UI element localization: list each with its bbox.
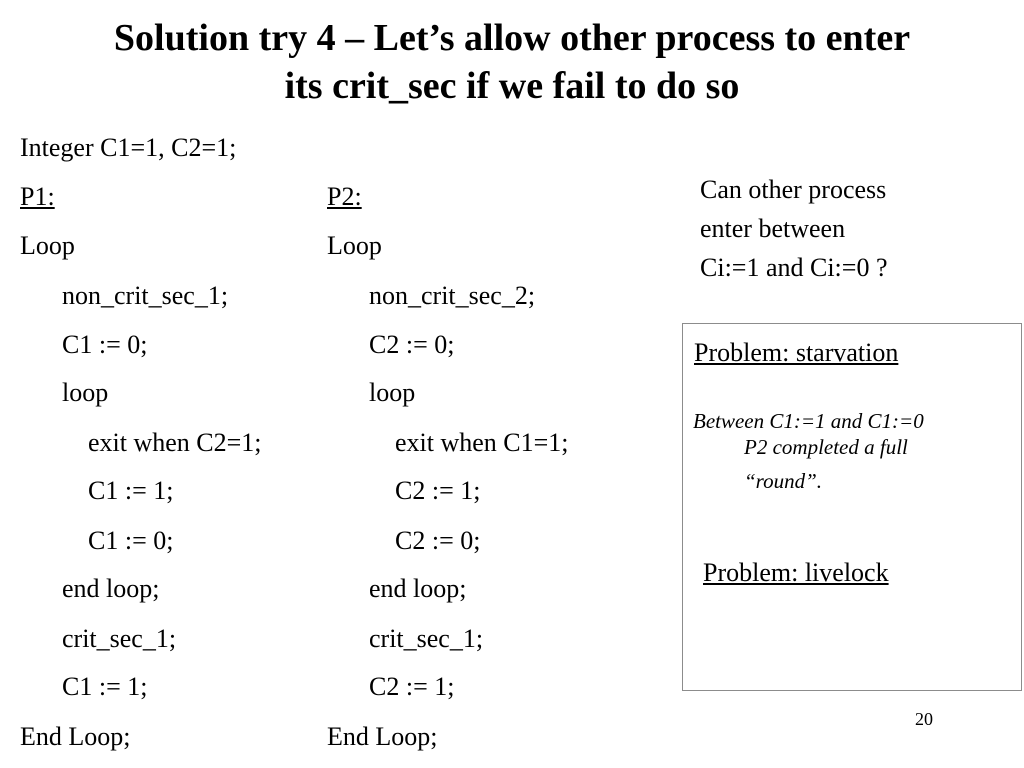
p1-code-line: C1 := 1;: [88, 476, 174, 505]
question-text: [700, 170, 887, 287]
question-line: enter between: [700, 214, 846, 243]
p2-code-line: Loop: [327, 231, 382, 260]
slide-title-line-2: its crit_sec if we fail to do so: [284, 65, 740, 107]
p2-code-line: C2 := 1;: [395, 476, 481, 505]
p1-code-line: non_crit_sec_1;: [62, 281, 229, 310]
p1-code-line: Loop: [20, 231, 75, 260]
p2-code-line: exit when C1=1;: [395, 428, 569, 457]
p1-code-line: C1 := 0;: [88, 526, 174, 555]
p1-code-line: crit_sec_1;: [62, 624, 177, 653]
question-line: Ci:=1 and Ci:=0 ?: [700, 253, 888, 282]
slide-title-line-1: Solution try 4 – Let’s allow other process to enter: [113, 17, 911, 59]
starvation-note-line: Between C1:=1 and C1:=0: [693, 409, 924, 433]
p1-code-line: exit when C2=1;: [88, 428, 262, 457]
question-line: Can other process: [700, 175, 887, 204]
slide-title: [0, 14, 1024, 110]
p2-code-line: C2 := 0;: [369, 330, 455, 359]
starvation-note-line: “round”.: [744, 469, 823, 493]
p1-label: P1:: [20, 182, 55, 211]
p1-code-line: C1 := 0;: [62, 330, 148, 359]
p2-code-line: loop: [369, 378, 416, 407]
p2-code-line: End Loop;: [327, 722, 438, 751]
p2-code-line: end loop;: [369, 574, 467, 603]
p1-code-line: loop: [62, 378, 109, 407]
starvation-heading: Problem: starvation: [694, 338, 899, 367]
starvation-note-line: P2 completed a full: [744, 435, 908, 459]
page-number: 20: [915, 709, 933, 729]
problems-box: [682, 323, 1022, 691]
starvation-note: [693, 404, 1013, 499]
variable-declaration: Integer C1=1, C2=1;: [20, 133, 237, 162]
p1-code-line: C1 := 1;: [62, 672, 148, 701]
p2-code-line: C2 := 0;: [395, 526, 481, 555]
p2-code-line: crit_sec_1;: [369, 624, 484, 653]
p1-code-line: end loop;: [62, 574, 160, 603]
p1-code-line: End Loop;: [20, 722, 131, 751]
livelock-heading: Problem: livelock: [703, 558, 889, 587]
p2-code-line: non_crit_sec_2;: [369, 281, 536, 310]
p2-label: P2:: [327, 182, 362, 211]
p2-code-line: C2 := 1;: [369, 672, 455, 701]
